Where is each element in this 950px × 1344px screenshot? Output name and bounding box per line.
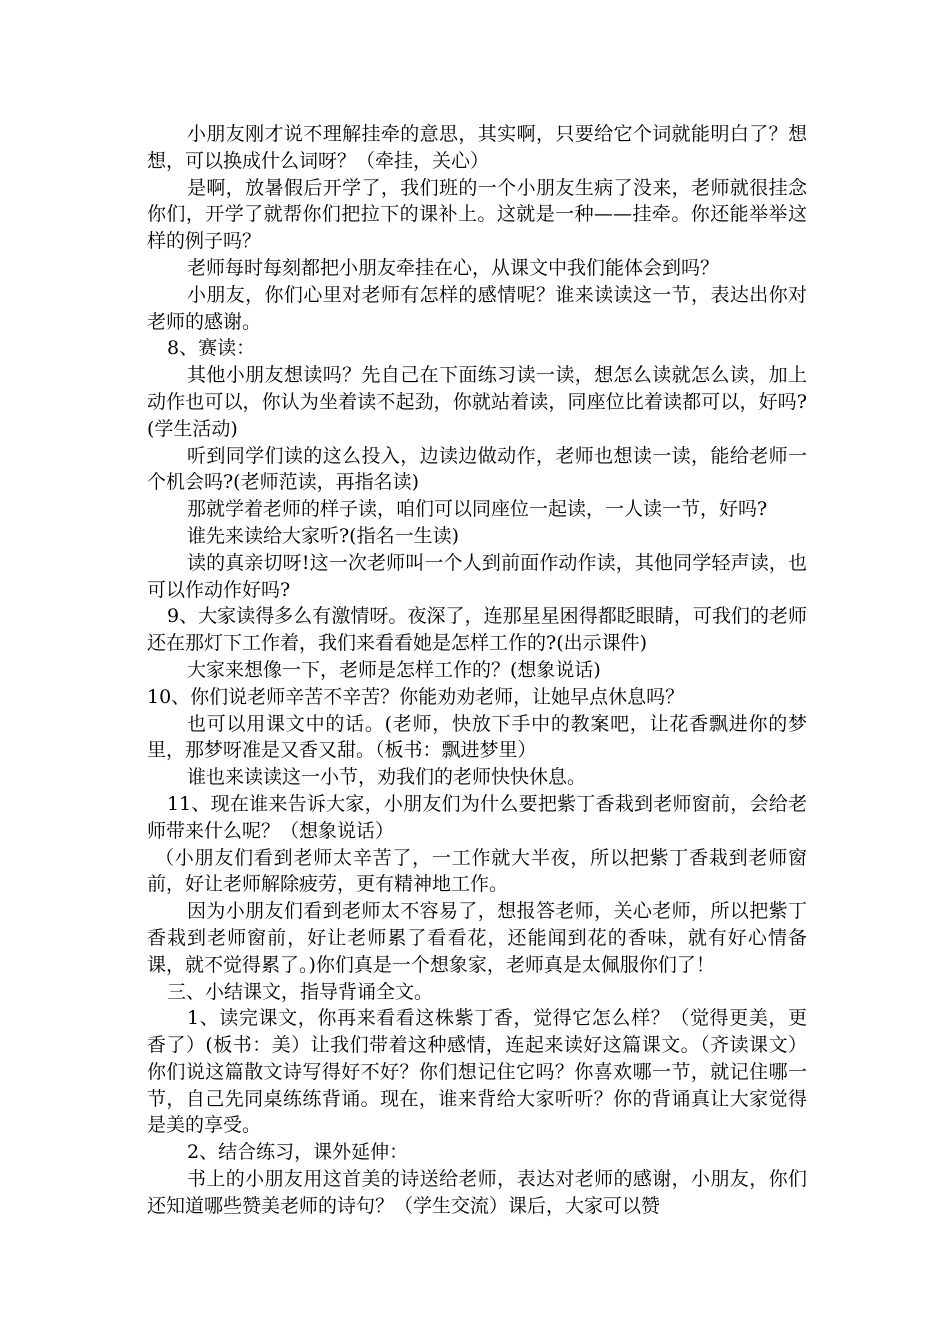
paragraph: 因为小朋友们看到老师太不容易了，想报答老师，关心老师，所以把紫丁香栽到老师窗前，好让老师累了看看花，还能闻到花的香味，就有好心情备课，就不觉得累了。)你们真是一个想象家，老师真是太佩服你们了！ [147, 900, 807, 976]
paragraph: 10、你们说老师辛苦不辛苦？你能劝劝老师，让她早点休息吗？ [147, 685, 685, 708]
paragraph: 是啊，放暑假后开学了，我们班的一个小朋友生病了没来，老师就很挂念你们，开学了就帮你们把拉下的课补上。这就是一种——挂牵。你还能举举这样的例子吗？ [147, 176, 807, 253]
paragraph: 谁先来读给大家听?(指名一生读) [187, 524, 460, 547]
paragraph: 读的真亲切呀!这一次老师叫一个人到前面作动作读，其他同学轻声读，也可以作动作好吗? [147, 551, 807, 601]
document-page [147, 121, 807, 1220]
paragraph: 听到同学们读的这么投入，边读边做动作，老师也想读一读，能给老师一个机会吗?(老师范读，再指名读) [147, 444, 807, 494]
paragraph: 老师每时每刻都把小朋友牵挂在心，从课文中我们能体会到吗？ [187, 256, 720, 279]
paragraph: 那就学着老师的样子读，咱们可以同座位一起读，一人读一节，好吗? [187, 498, 768, 521]
paragraph: 其他小朋友想读吗？先自己在下面练习读一读，想怎么读就怎么读，加上动作也可以，你认为坐着读不起劲，你就站着读，同座位比着读都可以，好吗?(学生活动) [147, 364, 807, 440]
paragraph: 2、结合练习，课外延伸： [187, 1141, 409, 1164]
section-heading: 8、赛读： [167, 337, 256, 360]
paragraph: 9、大家读得多么有激情呀。夜深了，连那星星困得都眨眼睛，可我们的老师还在那灯下工作着，我们来看看她是怎样工作的?(出示课件) [147, 605, 807, 655]
paragraph: 大家来想像一下，老师是怎样工作的？(想象说话) [187, 658, 601, 681]
paragraph: 11、现在谁来告诉大家，小朋友们为什么要把紫丁香栽到老师窗前，会给老师带来什么呢？（想象说话） [147, 792, 807, 842]
paragraph: 1、读完课文，你再来看看这株紫丁香，觉得它怎么样？（觉得更美，更香了）(板书：美）让我们带着这种感情，连起来读好这篇课文。（齐读课文）你们说这篇散文诗写得好不好？你们想记住它吗？你喜欢哪一节，就记住哪一节，自己先同桌练练背诵。现在，谁来背给大家听听？你的背诵真让大家觉得是美的享受。 [147, 1007, 807, 1137]
section-heading: 三、小结课文，指导背诵全文。 [167, 980, 434, 1003]
paragraph: 书上的小朋友用这首美的诗送给老师，表达对老师的感谢，小朋友，你们还知道哪些赞美老师的诗句？（学生交流）课后，大家可以赞 [147, 1168, 807, 1217]
paragraph: 小朋友，你们心里对老师有怎样的感情呢？谁来读读这一节，表达出你对老师的感谢。 [147, 283, 807, 333]
paragraph: （小朋友们看到老师太辛苦了，一工作就大半夜，所以把紫丁香栽到老师窗前，好让老师解除疲劳，更有精神地工作。 [147, 846, 807, 896]
paragraph: 谁也来读读这一小节，劝我们的老师快快休息。 [187, 766, 587, 789]
paragraph: 小朋友刚才说不理解挂牵的意思，其实啊，只要给它个词就能明白了？想想，可以换成什么词呀？（牵挂，关心） [147, 123, 807, 172]
paragraph: 也可以用课文中的话。(老师，快放下手中的教案吧，让花香飘进你的梦里，那梦呀准是又香又甜。（板书：飘进梦里） [147, 712, 807, 762]
